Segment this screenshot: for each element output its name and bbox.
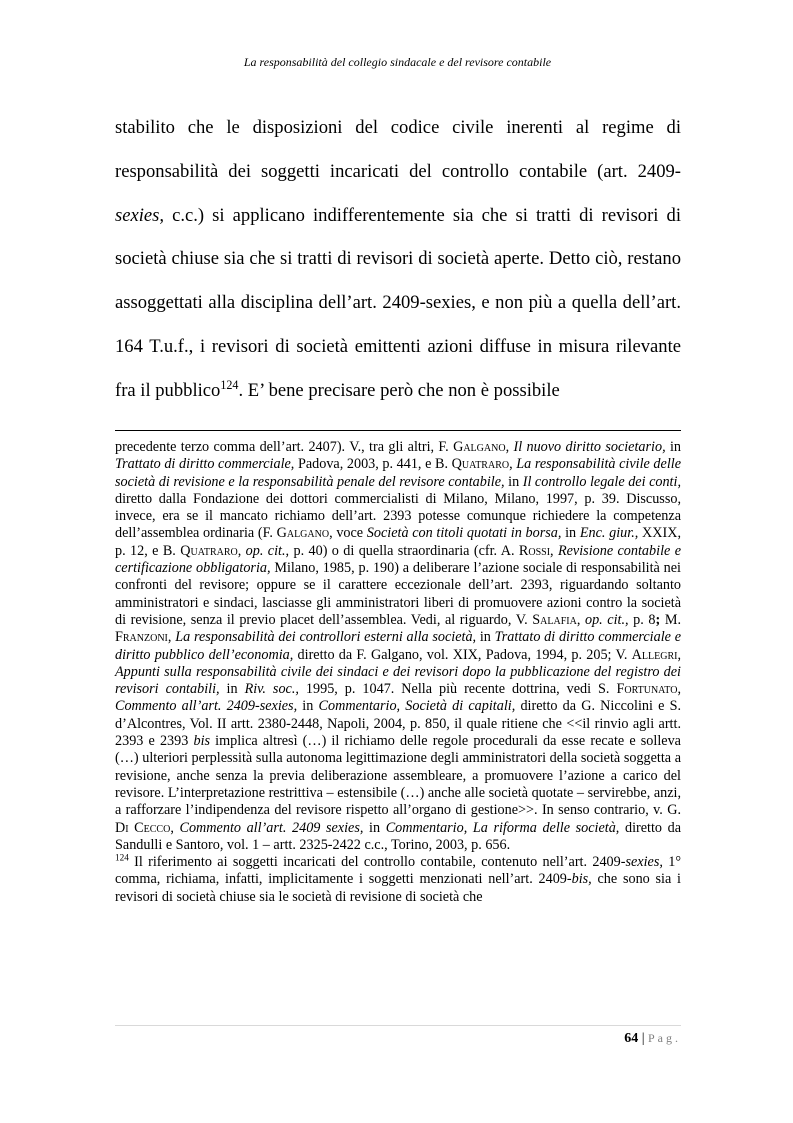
author-name: Allegri [631,646,678,663]
footer-rule [115,1025,681,1026]
running-header: La responsabilità del collegio sindacale e del revisore contabile [243,55,552,69]
author-name: Galgano [453,439,506,455]
author-name: Salafia [532,611,577,628]
footnote-number: 124 [115,852,129,863]
body-italic-span: sexies, [115,204,165,226]
footnotes [115,439,681,906]
footnote-continuation: precedente terzo comma dell’art. 2407). V., tra gli altri, F. Galgano, Il nuovo diritto societario, in Trattato di diritto commerciale, Padova, 2003, p. 441, e B. Quatraro, La responsabilità civile delle società di revisione e la responsabilità penale del revisore contabile, in Il controllo legale dei conti, diretto dalla Fondazione dei dottori commercialisti di Milano, Milano, 1997, p. 39. Discusso, invece, era se il mancato richiamo dell’art. 2393 potesse comunque richiedere la competenza dell’assemblea ordinaria (F. Galgano, voce Società con titoli quotati in borsa, in Enc. giur., XXIX, p. 12, e B. Quatraro, op. cit., p. 40) o di quella straordinaria (cfr. A. Rossi, Revisione contabile e certificazione obbligatoria, Milano, 1985, p. 190) a deliberare l’azione sociale di responsabilità nei confronti del revisore; oppure se il carattere eccezionale dell’art. 2393, riguardando soltanto amministratori e sindaci, lasciasse gli amministratori liberi di promuovere azioni contro la società di revisione, senza il previo placet dell’assemblea. Vedi, al riguardo, V. Salafia, op. cit., p. 8; M. Franzoni, La responsabilità dei controllori esterni alla società, in Trattato di diritto commerciale e diritto pubblico dell’economia, diretto da F. Galgano, vol. XIX, Padova, 1994, p. 205; V. Allegri, Appunti sulla responsabilità civile dei sindaci e dei revisori dopo la pubblicazione del registro dei revisori contabili, in Riv. soc., 1995, p. 1047. Nella più recente dottrina, vedi S. Fortunato, Commento all’art. 2409-sexies, in Commentario, Società di capitali, diretto da G. Niccolini e S. d’Alcontres, Vol. II artt. 2380-2448, Napoli, 2004, p. 850, il quale ritiene che <<il rinvio agli artt. 2393 e 2393 bis implica altresì (…) il richiamo delle regole procedurali da esse recate e solleva (…) ulteriori perplessità sulla autonoma legittimazione degli amministratori della società soggetta a revisione, anche senza la previa deliberazione assembleare, a promuovere l’azione a carico del revisore. L’interpretazione restrittiva – estensibile (…) anche alle società quotate – servirebbe, anzi, a rafforzare l’indipendenza del revisore rispetto all’organo di gestione>>. In senso contrario, v. G. Di Cecco, Commento all’art. 2409 sexies, in Commentario, La riforma delle società, diretto da Sandulli e Santoro, vol. 1 – artt. 2325-2422 c.c., Torino, 2003, p. 656. [115,439,682,853]
body-text-span: c.c.) si applicano indifferentemente sia che si tratti di revisori di società chiuse sia che si tratti di revisori di società aperte. Detto ciò, restano assoggettati alla disciplina dell’art. 2409-sexies, e non più a quella dell’art. 164 T.u.f., i revisori di società emittenti azioni diffuse in misura rilevante fra il pubblico [115,204,681,401]
page-separator: | [641,1031,645,1046]
author-name: Fortunato [616,681,678,698]
body-text-span: stabilito che le disposizioni del codice civile inerenti al regime di responsabilità dei soggetti incaricati del controllo contabile (art. 2409- [115,117,681,182]
author-name: Franzoni [115,629,168,646]
footnote-124: $^{124}$ Il riferimento ai soggetti incaricati del controllo contabile, contenuto nell’art. 2409-sexies, 1° comma, richiama, infatti, implicitamente i soggetti menzionati nell’art. 2409-bis, che sono sia i revisori di società chiuse sia le società di revisione di società che [115,852,681,905]
author-name: Quatraro [180,542,238,559]
page-number: 64 [624,1031,639,1046]
footnote-separator [115,430,681,431]
author-name: Di Cecco [115,819,171,836]
page-label: Pag. [648,1031,681,1045]
author-name: Galgano [276,525,330,542]
page-footer [115,1031,681,1047]
footnote-ref-124[interactable]: 124 [220,377,239,392]
author-name: Quatraro [451,456,510,473]
author-name: Rossi [518,542,551,559]
body-text [115,106,681,413]
body-paragraph [115,106,681,413]
body-text-span: . E’ bene precisare però che non è possibile [238,379,560,401]
